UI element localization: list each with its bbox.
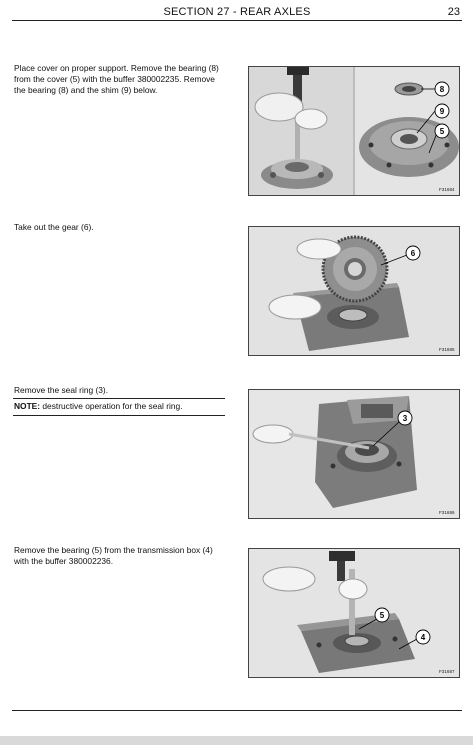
page-header [12, 6, 462, 21]
figure-1-bearing-removal-photo [248, 66, 460, 196]
callout-8: 8 [439, 85, 445, 94]
step-2-instruction: Take out the gear (6). [14, 222, 94, 232]
step-3-instruction: Remove the seal ring (3). [14, 385, 109, 395]
figure-code: F31686 [439, 510, 455, 515]
figure-3-illustration [249, 390, 459, 518]
section-title: SECTION 27 - REAR AXLES [163, 6, 311, 18]
callout-5: 5 [379, 611, 385, 620]
step-1-instruction: Place cover on proper support. Remove the bearing (8) from the cover (5) with the buffer 380002235. Remove the bearing (8) and the shim (9) below. [14, 63, 219, 95]
step-4-instruction: Remove the bearing (5) from the transmission box (4) with the buffer 380002236. [14, 545, 213, 566]
callout-5: 5 [439, 127, 445, 136]
figure-1-illustration [249, 67, 459, 195]
note-label: NOTE: [14, 401, 41, 411]
page-bottom-edge [0, 736, 473, 745]
note-box [13, 398, 225, 416]
callout-3: 3 [402, 414, 408, 423]
figure-4-bearing-transmission-box-photo [248, 548, 460, 678]
figure-2-illustration [249, 227, 459, 355]
page-number: 23 [447, 6, 460, 18]
callout-9: 9 [439, 107, 445, 116]
figure-4-illustration [249, 549, 459, 677]
callout-4: 4 [420, 633, 426, 642]
figure-code: F31684 [439, 187, 455, 192]
figure-code: F31685 [439, 347, 455, 352]
figure-2-gear-removal-photo [248, 226, 460, 356]
footer-rule [12, 710, 462, 711]
figure-code: F31687 [439, 669, 455, 674]
callout-6: 6 [410, 249, 416, 258]
note-text: destructive operation for the seal ring. [40, 401, 183, 411]
figure-3-seal-ring-photo [248, 389, 460, 519]
